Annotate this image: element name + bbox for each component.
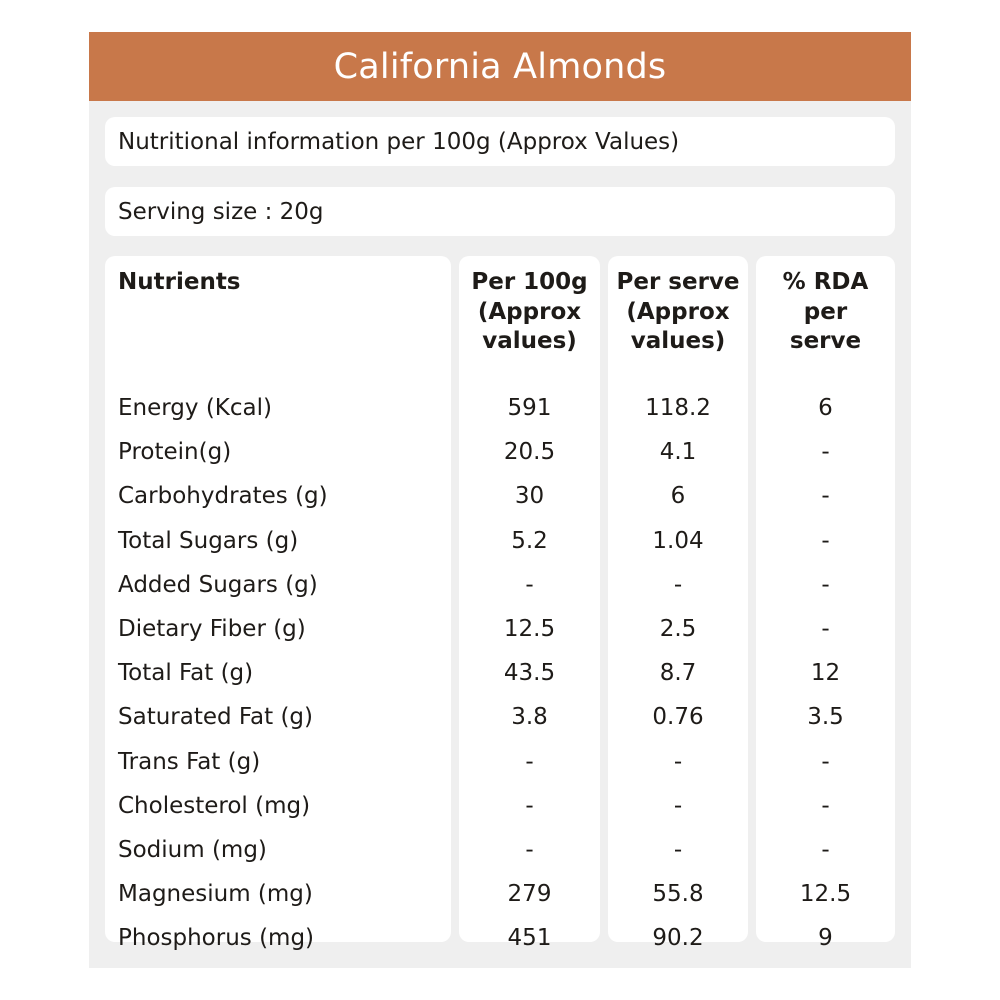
nutrition-info-text: Nutritional information per 100g (Approx Values) [118,128,680,155]
nutrient-name-cell: Saturated Fat (g) [118,704,314,731]
per-serve-value-cell: - [673,748,683,775]
product-title: California Almonds [89,32,911,101]
rda-column-header [756,268,895,357]
per100g-value-cell: 30 [514,483,545,510]
nutrition-panel [89,32,911,968]
serving-size-text: Serving size : 20g [118,198,324,225]
per-serve-value-cell: 90.2 [652,925,704,952]
rda-value-cell: 12 [810,660,841,687]
per100g-value-cell: - [525,792,534,819]
per-serve-header-line: (Approx [626,298,730,325]
rda-value-cell: 3.5 [807,704,844,731]
per100g-value-cell: 20.5 [503,439,556,466]
rda-header-line: per [803,298,848,325]
nutrient-name-cell: Dietary Fiber (g) [118,615,306,642]
per100g-value-cell: - [525,836,534,863]
per100g-value-cell: - [525,748,534,775]
nutrient-name-cell: Magnesium (mg) [118,881,313,908]
nutrient-name-cell: Total Sugars (g) [118,527,299,554]
per100g-value-cell: 279 [507,881,552,908]
per-serve-value-cell: 118.2 [645,395,711,421]
nutrient-name-cell: Protein(g) [118,439,232,466]
rda-column [756,256,895,952]
per-serve-header-line: Per serve [616,269,740,295]
per-serve-value-cell: 4.1 [659,439,697,466]
rda-rows [756,386,895,960]
nutrient-name-cell: Added Sugars (g) [118,571,318,598]
rda-value-cell: - [821,792,830,819]
rda-value-cell: - [821,439,830,466]
per-serve-value-cell: 1.04 [652,527,704,554]
nutrients-column-header [105,268,451,298]
per100g-value-cell: 12.5 [503,615,556,642]
per-serve-rows [608,386,748,960]
per100g-rows [459,386,600,960]
per-serve-header-line: values) [630,328,726,354]
per100g-value-cell: 43.5 [503,660,556,687]
nutrient-name-cell: Total Fat (g) [118,660,254,687]
nutrient-name-cell: Phosphorus (mg) [118,925,315,952]
rda-value-cell: - [821,748,830,775]
per100g-value-cell: 591 [507,395,552,421]
nutrient-name-cell: Energy (Kcal) [118,395,272,421]
rda-value-cell: 6 [818,395,833,421]
per100g-value-cell: 451 [507,925,552,952]
per100g-value-cell: 3.8 [511,704,548,731]
per100g-header-line: Per 100g [471,269,588,295]
per-serve-value-cell: 6 [670,483,686,510]
per-serve-value-cell: - [673,836,683,863]
rda-header-line: % RDA [782,269,869,295]
nutrient-name-cell: Cholesterol (mg) [118,792,311,819]
per100g-column [459,256,600,952]
per100g-header-line: (Approx [477,298,582,325]
per-serve-value-cell: 0.76 [652,704,704,731]
per-serve-value-cell: - [673,792,683,819]
per100g-value-cell: - [525,571,534,598]
nutrients-rows [105,386,451,960]
rda-value-cell: - [821,836,830,863]
nutrients-header-line: Nutrients [118,269,241,295]
rda-value-cell: 9 [818,925,833,952]
rda-value-cell: - [821,483,830,510]
nutrition-info-line [105,117,895,166]
nutrient-name-cell: Sodium (mg) [118,836,267,863]
per100g-value-cell: 5.2 [511,527,548,554]
rda-value-cell: 12.5 [799,881,852,908]
rda-header-line: serve [789,328,862,354]
per-serve-column [608,256,748,952]
per-serve-value-cell: 2.5 [659,615,697,642]
per-serve-value-cell: 55.8 [652,881,704,908]
nutrient-name-cell: Carbohydrates (g) [118,483,328,510]
per100g-column-header [459,268,600,357]
per100g-header-line: values) [482,328,577,354]
rda-value-cell: - [821,527,830,554]
nutrients-column [105,256,451,952]
rda-value-cell: - [821,571,830,598]
per-serve-column-header [608,268,748,357]
nutrient-name-cell: Trans Fat (g) [118,748,261,775]
per-serve-value-cell: - [673,571,683,598]
serving-size-line [105,187,895,236]
rda-value-cell: - [821,615,830,642]
per-serve-value-cell: 8.7 [659,660,697,687]
